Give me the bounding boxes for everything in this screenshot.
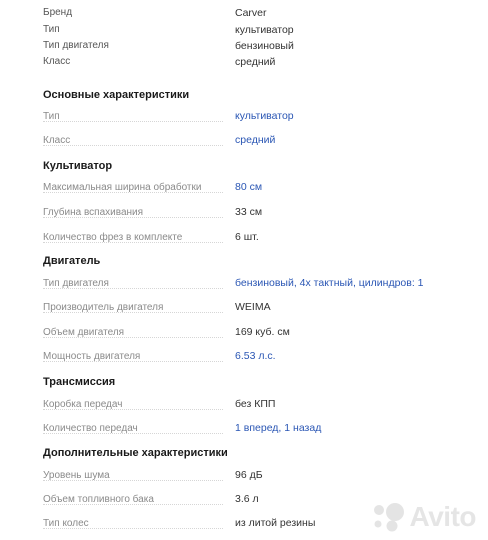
spec-value: 96 дБ [235,469,263,481]
row-divider [43,408,223,410]
spec-value-link[interactable]: культиватор [235,110,294,122]
spec-value: 3.6 л [235,493,259,505]
spec-label: Уровень шума [43,470,110,481]
section-title-main: Основные характеристики [43,89,190,101]
section-title-engine: Двигатель [43,255,101,267]
row-divider [43,241,223,243]
row-divider [43,479,223,481]
spec-value-link[interactable]: 6.53 л.с. [235,350,276,362]
spec-label-class: Класс [43,56,71,67]
spec-label: Производитель двигателя [43,302,164,313]
spec-value-class: средний [235,56,276,68]
spec-value: 33 см [235,206,263,218]
spec-value-link[interactable]: 80 см [235,181,263,193]
spec-value-type: культиватор [235,24,294,36]
spec-label: Глубина вспахивания [43,207,144,218]
spec-label: Тип двигателя [43,278,109,289]
spec-label: Коробка передач [43,399,123,410]
spec-label: Класс [43,135,71,146]
spec-value-link[interactable]: бензиновый, 4х тактный, цилиндров: 1 [235,277,424,289]
spec-label: Количество передач [43,423,138,434]
spec-label: Тип [43,111,60,122]
row-divider [43,287,223,289]
row-divider [43,216,223,218]
spec-value-engine-type: бензиновый [235,40,294,52]
row-divider [43,432,223,434]
spec-value: без КПП [235,398,276,410]
avito-logo-icon [371,502,405,532]
row-divider [43,527,223,529]
avito-watermark [371,502,476,532]
spec-label: Тип колес [43,518,89,529]
spec-value: WEIMA [235,301,271,313]
row-divider [43,360,223,362]
spec-label: Максимальная ширина обработки [43,182,202,193]
section-title-transmission: Трансмиссия [43,376,116,388]
spec-value-brand: Carver [235,7,267,19]
section-title-cultivator: Культиватор [43,160,113,172]
spec-label: Объем топливного бака [43,494,154,505]
spec-label-engine-type: Тип двигателя [43,40,109,51]
spec-label-type: Тип [43,24,60,35]
avito-watermark-text: Avito [409,501,476,532]
spec-label-brand: Бренд [43,7,73,18]
spec-value-link[interactable]: средний [235,134,276,146]
row-divider [43,336,223,338]
spec-label: Мощность двигателя [43,351,141,362]
row-divider [43,120,223,122]
row-divider [43,311,223,313]
spec-value-link[interactable]: 1 вперед, 1 назад [235,422,322,434]
spec-label: Количество фрез в комплекте [43,232,183,243]
section-title-additional: Дополнительные характеристики [43,447,228,459]
row-divider [43,144,223,146]
spec-value: из литой резины [235,517,316,529]
spec-value: 169 куб. см [235,326,290,338]
spec-value: 6 шт. [235,231,259,243]
row-divider [43,503,223,505]
row-divider [43,191,223,193]
spec-label: Объем двигателя [43,327,125,338]
